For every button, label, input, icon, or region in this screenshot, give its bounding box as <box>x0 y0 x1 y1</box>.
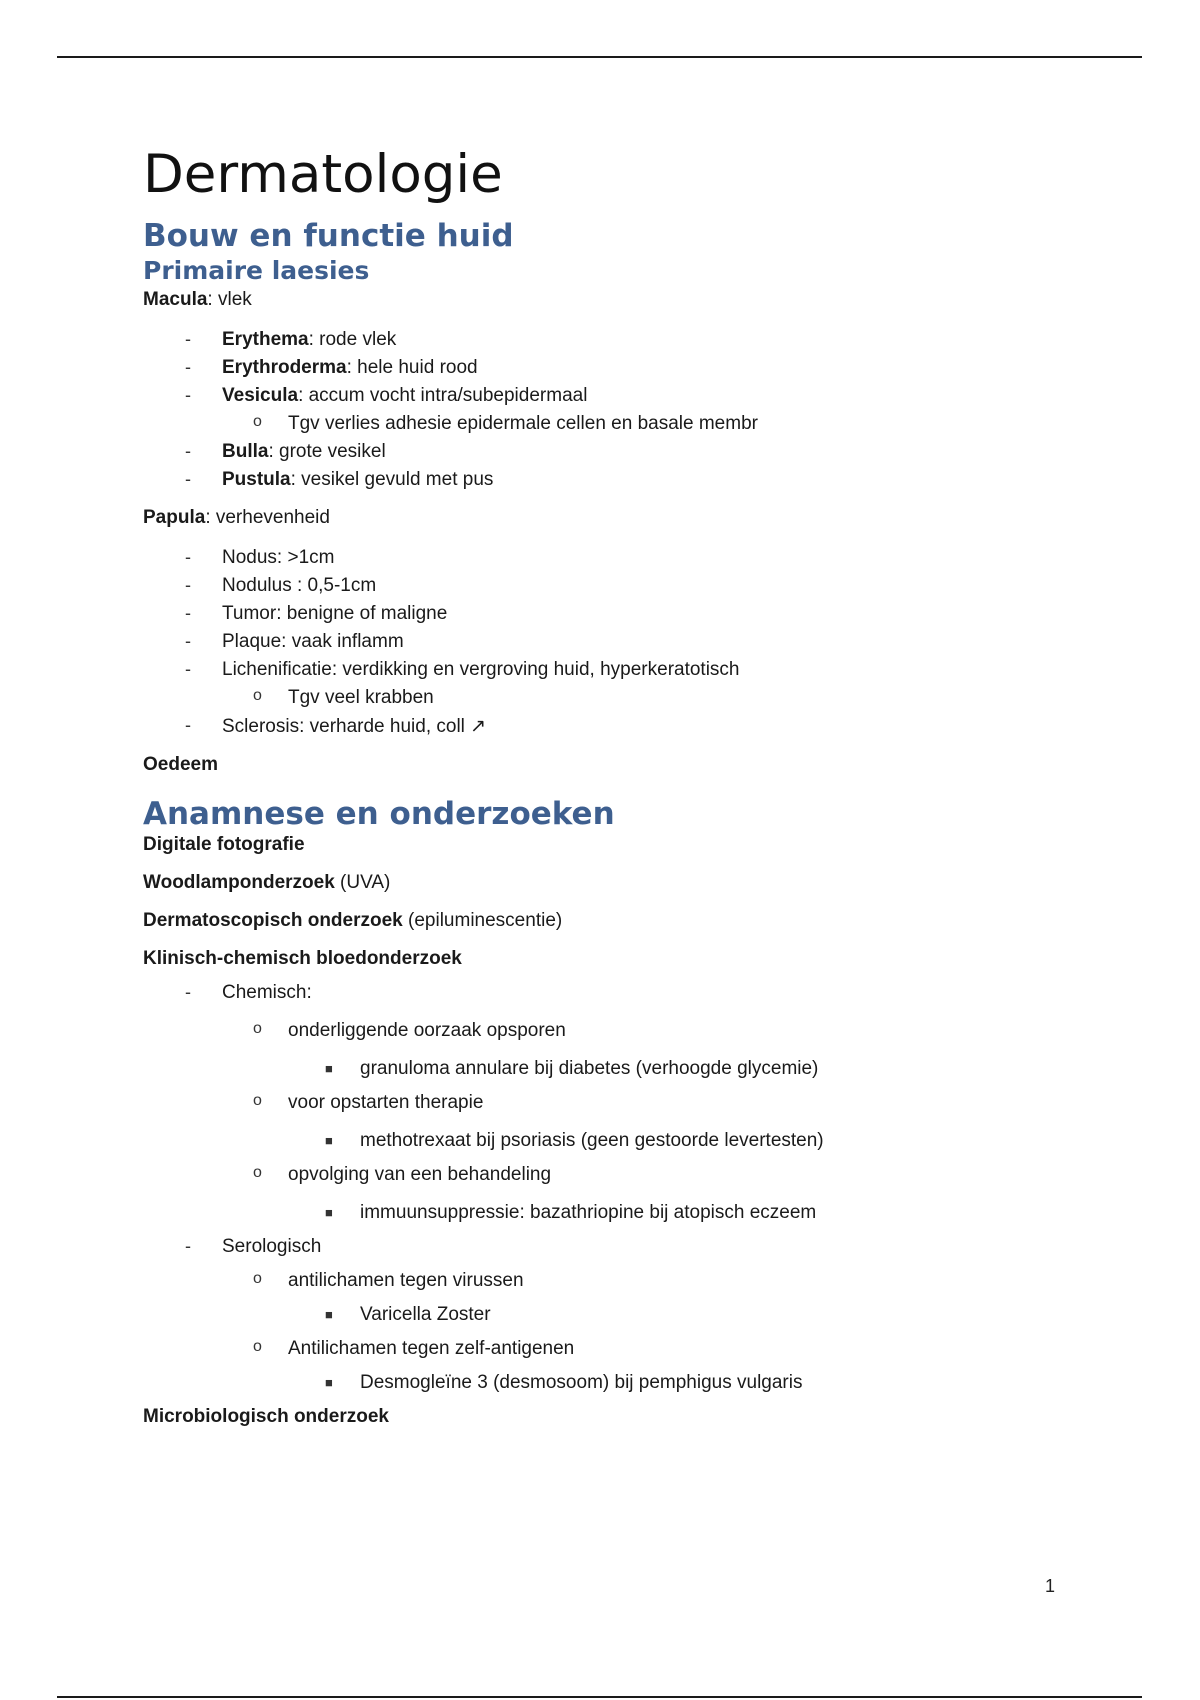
bottom-rule <box>57 1696 1142 1698</box>
list-item: - Lichenificatie: verdikking en vergroving huid, hyperkeratotisch <box>185 659 740 680</box>
dash-bullet-icon: - <box>185 329 191 349</box>
square-bullet-icon: ■ <box>325 1061 333 1076</box>
circle-bullet-icon: o <box>253 1164 262 1181</box>
list-item: ■ methotrexaat bij psoriasis (geen gestoorde levertesten) <box>325 1130 824 1151</box>
list-item: - Nodulus : 0,5-1cm <box>185 575 377 596</box>
list-item: - Plaque: vaak inflamm <box>185 631 404 652</box>
list-item: - Bulla: grote vesikel <box>185 441 386 462</box>
section-heading-bouw: Bouw en functie huid <box>143 218 514 254</box>
list-item: o Tgv veel krabben <box>253 687 434 708</box>
circle-bullet-icon: o <box>253 1092 262 1109</box>
square-bullet-icon: ■ <box>325 1307 333 1322</box>
list-item: - Nodus: >1cm <box>185 547 335 568</box>
list-item: - Sclerosis: verharde huid, coll ↗ <box>185 715 487 737</box>
microbiologisch-line: Microbiologisch onderzoek <box>143 1406 389 1427</box>
list-item: o onderliggende oorzaak opsporen <box>253 1020 566 1041</box>
list-item: o voor opstarten therapie <box>253 1092 484 1113</box>
circle-bullet-icon: o <box>253 1020 262 1037</box>
list-item: - Pustula: vesikel gevuld met pus <box>185 469 494 490</box>
section-heading-anamnese: Anamnese en onderzoeken <box>143 796 615 832</box>
list-item: ■ immuunsuppressie: bazathriopine bij atopisch eczeem <box>325 1202 817 1223</box>
list-item: ■ granuloma annulare bij diabetes (verhoogde glycemie) <box>325 1058 819 1079</box>
list-item: - Erythroderma: hele huid rood <box>185 357 478 378</box>
dash-bullet-icon: - <box>185 1236 191 1256</box>
square-bullet-icon: ■ <box>325 1375 333 1390</box>
circle-bullet-icon: o <box>253 413 262 430</box>
dash-bullet-icon: - <box>185 603 191 623</box>
dash-bullet-icon: - <box>185 547 191 567</box>
list-item: o Antilichamen tegen zelf-antigenen <box>253 1338 575 1359</box>
dash-bullet-icon: - <box>185 469 191 489</box>
circle-bullet-icon: o <box>253 687 262 704</box>
square-bullet-icon: ■ <box>325 1133 333 1148</box>
page-number: 1 <box>1045 1576 1056 1596</box>
list-item: - Serologisch <box>185 1236 322 1257</box>
subheading-primaire-laesies: Primaire laesies <box>143 256 370 285</box>
klinisch-chemisch-line: Klinisch-chemisch bloedonderzoek <box>143 948 462 969</box>
square-bullet-icon: ■ <box>325 1205 333 1220</box>
dash-bullet-icon: - <box>185 357 191 377</box>
document-title: Dermatologie <box>143 144 503 205</box>
circle-bullet-icon: o <box>253 1338 262 1355</box>
macula-line: Macula: vlek <box>143 289 252 310</box>
dash-bullet-icon: - <box>185 385 191 405</box>
list-item: o opvolging van een behandeling <box>253 1164 552 1185</box>
dash-bullet-icon: - <box>185 575 191 595</box>
woodlamp-line: Woodlamponderzoek (UVA) <box>143 872 391 893</box>
list-item: - Tumor: benigne of maligne <box>185 603 448 624</box>
dash-bullet-icon: - <box>185 631 191 651</box>
dash-bullet-icon: - <box>185 715 191 735</box>
dermatoscopisch-line: Dermatoscopisch onderzoek (epiluminescentie) <box>143 910 563 931</box>
oedeem-line: Oedeem <box>143 754 218 775</box>
digitale-fotografie-line: Digitale fotografie <box>143 834 305 855</box>
dash-bullet-icon: - <box>185 982 191 1002</box>
list-item: ■ Varicella Zoster <box>325 1304 491 1325</box>
circle-bullet-icon: o <box>253 1270 262 1287</box>
papula-line: Papula: verhevenheid <box>143 507 330 528</box>
list-item: ■ Desmogleïne 3 (desmosoom) bij pemphigus vulgaris <box>325 1372 803 1393</box>
list-item: o antilichamen tegen virussen <box>253 1270 524 1291</box>
list-item: - Vesicula: accum vocht intra/subepidermaal <box>185 385 588 406</box>
dash-bullet-icon: - <box>185 659 191 679</box>
list-item: - Chemisch: <box>185 982 312 1003</box>
top-rule <box>57 56 1142 58</box>
list-item: - Erythema: rode vlek <box>185 329 397 350</box>
document-body <box>143 138 1143 1428</box>
dash-bullet-icon: - <box>185 441 191 461</box>
list-item: o Tgv verlies adhesie epidermale cellen en basale membr <box>253 413 758 434</box>
